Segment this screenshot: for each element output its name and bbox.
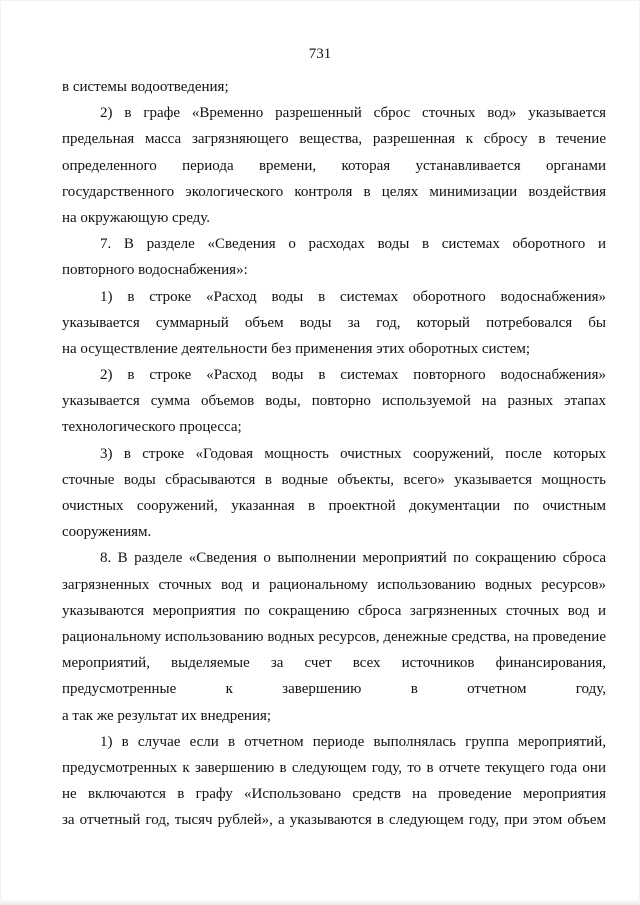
text-line: 2) в графе «Временно разрешенный сброс сточных вод» указывается: [100, 105, 606, 122]
text-line: 3) в строке «Годовая мощность очистных сооружений, после которых: [100, 445, 606, 462]
text-line: предельная масса загрязняющего вещества, разрешенная к сбросу в течение: [62, 131, 606, 148]
text-line: технологического процесса;: [62, 419, 242, 436]
text-line: сточные воды сбрасываются в водные объекты, всего» указывается мощность: [62, 471, 606, 488]
text-line: рациональному использованию водных ресурсов, денежные средства, на проведение: [62, 628, 606, 645]
text-line: 1) в строке «Расход воды в системах оборотного водоснабжения»: [100, 288, 606, 305]
scan-edge: [0, 899, 640, 905]
text-line: 8. В разделе «Сведения о выполнении мероприятий по сокращению сброса: [100, 550, 606, 567]
text-line: а так же результат их внедрения;: [62, 707, 272, 724]
text-line: 7. В разделе «Сведения о расходах воды в системах оборотного и: [100, 236, 606, 253]
text-line: предусмотренные к завершению в отчетном году,: [62, 681, 606, 698]
text-line: на осуществление деятельности без применения этих оборотных систем;: [62, 340, 531, 357]
text-line: указываются мероприятия по сокращению сброса загрязненных сточных вод и: [62, 602, 606, 619]
text-line: мероприятий, выделяемые за счет всех источников финансирования,: [62, 655, 606, 672]
text-line: очистных сооружений, указанная в проектной документации по очистным: [62, 498, 606, 514]
text-line: указывается суммарный объем воды за год, который потребовался бы: [62, 314, 606, 331]
text-line: в системы водоотведения;: [62, 79, 229, 95]
text-line: указывается сумма объемов воды, повторно используемой на разных этапах: [62, 393, 606, 410]
text-line: предусмотренных к завершению в следующем году, то в отчете текущего года они: [62, 759, 606, 776]
text-line: сооружениям.: [62, 524, 152, 541]
page-number: 731: [308, 46, 332, 62]
text-line: 1) в случае если в отчетном периоде выполнялась группа мероприятий,: [100, 733, 606, 750]
text-line: загрязненных сточных вод и рациональному использованию водных ресурсов»: [62, 576, 606, 593]
text-line: 2) в строке «Расход воды в системах повторного водоснабжения»: [100, 367, 606, 384]
text-line: за отчетный год, тысяч рублей», а указываются в следующем году, при этом объем: [62, 812, 606, 829]
document-body: [62, 74, 606, 833]
text-line: повторного водоснабжения»:: [62, 262, 248, 279]
text-line: государственного экологического контроля в целях минимизации воздействия: [62, 183, 606, 200]
text-line: определенного периода времени, которая устанавливается органами: [62, 157, 606, 174]
text-line: на окружающую среду.: [62, 209, 211, 226]
text-line: не включаются в графу «Использовано средств на проведение мероприятия: [62, 786, 606, 803]
